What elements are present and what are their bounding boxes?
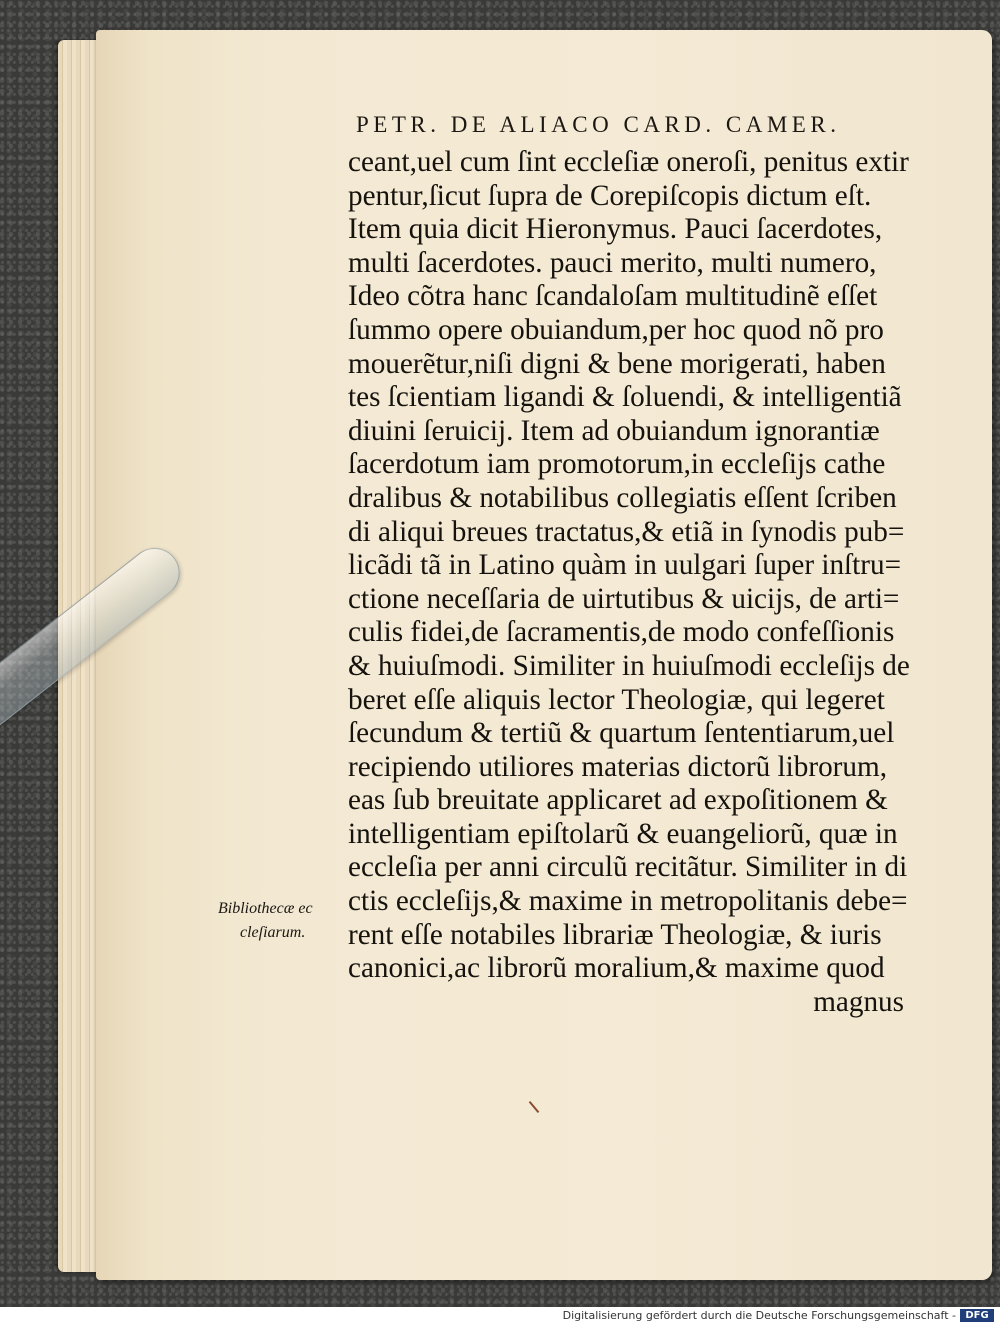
text-line: Ideo cõtra hanc ſcandaloſam multitudinẽ eſſet bbox=[348, 280, 878, 313]
text-line: beret eſſe aliquis lector Theologiæ, qui legeret bbox=[348, 683, 885, 716]
dfg-logo-icon[interactable]: DFG bbox=[960, 1309, 994, 1322]
footer-credit: Digitalisierung gefördert durch die Deutsche Forschungsgemeinschaft - bbox=[562, 1309, 956, 1322]
text-line: eas ſub breuitate applicaret ad expoſitionem & bbox=[348, 784, 888, 817]
text-line: ſecundum & tertiũ & quartum ſententiarum,uel bbox=[348, 717, 895, 750]
text-line: pentur,ſicut ſupra de Corepiſcopis dictum eſt. bbox=[348, 179, 872, 212]
text-line: eccleſia per anni circulũ recitãtur. Similiter in di bbox=[348, 851, 908, 884]
running-head: PETR. DE ALIACO CARD. CAMER. bbox=[356, 112, 841, 137]
text-line: licãdi tã in Latino quàm in uulgari ſuper inſtru= bbox=[348, 549, 902, 582]
text-line: mouerẽtur,niſi digni & bene morigerati, haben bbox=[348, 347, 886, 380]
text-line: & huiuſmodi. Similiter in huiuſmodi eccleſijs de bbox=[348, 649, 910, 682]
text-line: ctione neceſſaria de uirtutibus & uicijs, de arti= bbox=[348, 582, 900, 615]
text-line: ſacerdotum iam promotorum,in eccleſijs cathe bbox=[348, 448, 886, 481]
text-line: Item quia dicit Hieronymus. Pauci ſacerdotes, bbox=[348, 213, 883, 246]
bleed-through-text bbox=[232, 222, 236, 246]
marginal-note-line: Bibliothecæ ec bbox=[218, 900, 313, 917]
text-line: rent eſſe notabiles librariæ Theologiæ, & iuris bbox=[348, 918, 882, 951]
text-line: dralibus & notabilibus collegiatis eſſent ſcriben bbox=[348, 481, 897, 514]
footer-bar bbox=[0, 1307, 1000, 1325]
text-line: intelligentiam epiſtolarũ & euangeliorũ, quæ in bbox=[348, 817, 898, 850]
text-line: diuini ſeruicij. Item ad obuiandum ignorantiæ bbox=[348, 414, 880, 447]
marginal-note bbox=[218, 897, 348, 945]
text-line: ceant,uel cum ſint eccleſiæ oneroſi, penitus extir bbox=[348, 146, 909, 178]
text-line: ctis eccleſijs,& maxime in metropolitanis debe= bbox=[348, 885, 908, 918]
catchword: magnus bbox=[813, 985, 904, 1018]
text-line: multi ſacerdotes. pauci merito, multi numero, bbox=[348, 246, 877, 279]
text-line: ſummo opere obuiandum,per hoc quod nõ pro bbox=[348, 313, 884, 346]
text-line: recipiendo utiliores materias dictorũ librorum, bbox=[348, 750, 887, 783]
text-line: di aliqui breues tractatus,& etiã in ſynodis pub= bbox=[348, 515, 905, 548]
main-text-block bbox=[348, 146, 918, 1019]
text-line: culis fidei,de ſacramentis,de modo confeſſionis bbox=[348, 616, 895, 649]
marginal-note-line: cleſiarum. bbox=[240, 924, 306, 941]
text-line: tes ſcientiam ligandi & ſoluendi, & intelligentiã bbox=[348, 381, 902, 414]
text-line: canonici,ac librorũ moralium,& maxime quod bbox=[348, 952, 885, 985]
